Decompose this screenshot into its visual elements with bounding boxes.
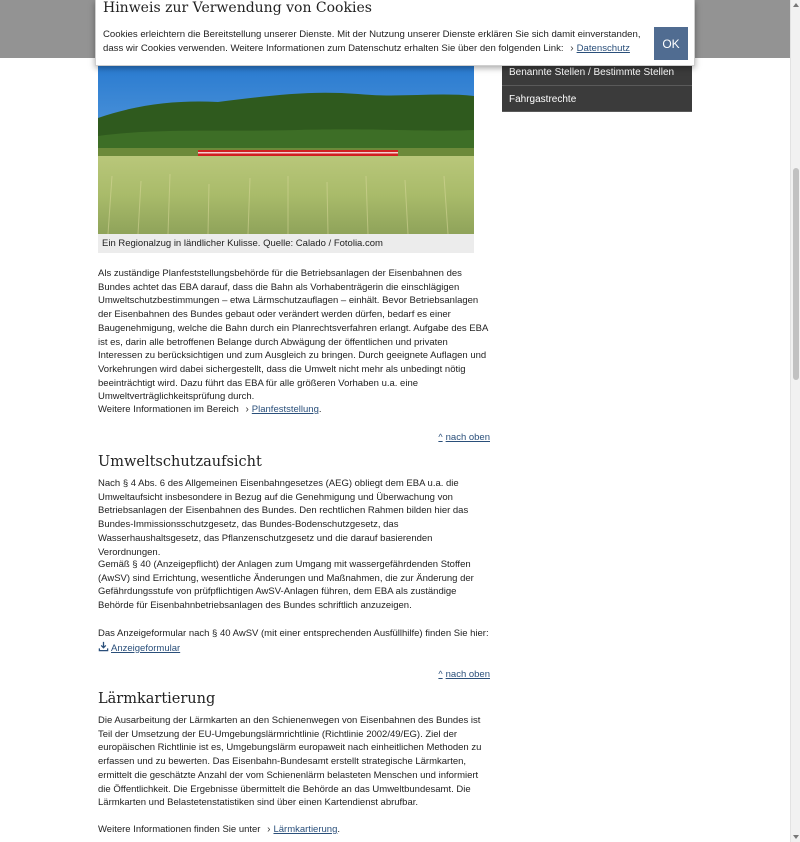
chevron-right-icon: › — [245, 404, 249, 415]
caret-up-icon: ^ — [438, 669, 443, 679]
landscape-illustration — [98, 66, 474, 234]
laermkartierung-link[interactable]: Lärmkartierung — [273, 824, 338, 835]
heading-laermkartierung: Lärmkartierung — [98, 691, 216, 707]
anzeigeformular-download-link[interactable] — [98, 643, 180, 654]
back-to-top-label: nach oben — [445, 669, 490, 680]
more-info-prefix: Weitere Informationen finden Sie unter — [98, 824, 261, 835]
cookie-banner-title: Hinweis zur Verwendung von Cookies — [103, 0, 372, 16]
chevron-right-icon: › — [570, 43, 574, 54]
more-info-suffix: . — [318, 404, 322, 415]
sidenav-item-label: Fahrgastrechte — [509, 94, 577, 105]
hero-image-regional-train — [98, 66, 474, 234]
heading-umweltschutzaufsicht: Umweltschutzaufsicht — [98, 454, 262, 470]
side-navigation — [502, 58, 692, 112]
back-to-top-link[interactable] — [438, 669, 490, 680]
cookie-banner-message: Cookies erleichtern die Bereitstellung unserer Dienste. Mit der Nutzung unserer Dienste erklären Sie sich damit einverstanden, dass wir Cookies verwenden. Weitere Informationen zum Datenschutz erhalten Sie über den folgenden Link: — [103, 29, 641, 54]
planfeststellung-link[interactable]: Planfeststellung — [251, 404, 319, 415]
back-to-top-link[interactable] — [438, 432, 490, 443]
intro-more-info — [98, 403, 490, 417]
cookie-accept-button[interactable]: OK — [654, 27, 688, 60]
umwelt-paragraph-3: Das Anzeigeformular nach § 40 AwSV (mit einer entsprechenden Ausfüllhilfe) finden Sie hier: — [98, 628, 489, 639]
umwelt-paragraph-1-block — [98, 477, 490, 559]
more-info-prefix: Weitere Informationen im Bereich — [98, 404, 239, 415]
laerm-paragraph-1: Die Ausarbeitung der Lärmkarten an den Schienenwegen von Eisenbahnen des Bundes ist Teil der Umsetzung der EU-Umgebungslärmrichtlinie (Richtlinie 2002/49/EG). Ziel der europäischen Richtlinie ist es, Umgebungslärm europaweit nach einheitlichen Methoden zu erfassen und zu bewerten. Das Eisenbahn-Bundesamt erstellt strategische Lärmkarten, ermittelt die geschätzte Anzahl der vom Schienenlärm belasteten Menschen und informiert die Öffentlichkeit. Die Ergebnisse übermittelt die Behörde an das Umweltbundesamt. Die Lärmkarten und Belastetenstatistiken sind über einen Kartendienst abrufbar. — [98, 715, 482, 809]
download-icon — [98, 641, 109, 652]
more-info-suffix: . — [337, 824, 340, 835]
scroll-down-arrow-icon[interactable] — [793, 835, 799, 839]
intro-paragraph: Als zuständige Planfeststellungsbehörde für die Betriebsanlagen der Eisenbahnen des Bundes achtet das EBA darauf, dass die Bahn als Vorhabenträgerin die einschlägigen Umweltschutzbestimmungen – etwa Lärmschutzauflagen – einhält. Bevor Betriebsanlagen der Eisenbahnen des Bundes gebaut oder verändert werden dürfen, bedarf es einer Baugenehmigung, welche die Bahn durch ein Planrechtsverfahren erlangt. Aufgabe des EBA ist es, darin alle betroffenen Belange durch Abwägung der öffentlichen und privaten Interessen zu berücksichtigen und zum Ausgleich zu bringen. Durch geeignete Auflagen und Vorkehrungen wird dabei sichergestellt, dass die Umwelt nicht mehr als unbedingt nötig beeinträchtigt wird. Dazu führt das EBA für alle größeren Vorhaben u.a. eine Umweltverträglichkeitsprüfung durch. — [98, 268, 488, 403]
umwelt-paragraph-2: Gemäß § 40 (Anzeigepflicht) der Anlagen zum Umgang mit wassergefährdenden Stoffen (AwSV) sind Errichtung, wesentliche Änderungen und Maßnahmen, die zur Änderung der Gefährdungsstufe von prüfpflichtigen AwSV-Anlagen führen, dem EBA als zuständige Behörde für Eisenbahnbetriebsanlagen des Bundes schriftlich anzuzeigen. — [98, 559, 474, 612]
umwelt-paragraph-2-block — [98, 558, 490, 613]
sidenav-item-fahrgastrechte[interactable] — [502, 86, 692, 112]
download-label: Anzeigeformular — [111, 642, 181, 654]
caret-up-icon: ^ — [438, 432, 443, 442]
privacy-link[interactable]: Datenschutz — [576, 43, 630, 54]
laerm-more-info — [98, 823, 490, 837]
back-to-top-label: nach oben — [445, 432, 490, 443]
image-caption: Ein Regionalzug in ländlicher Kulisse. Quelle: Calado / Fotolia.com — [98, 234, 474, 253]
chevron-right-icon: › — [267, 824, 271, 835]
intro-section — [98, 267, 490, 404]
umwelt-paragraph-1: Nach § 4 Abs. 6 des Allgemeinen Eisenbahngesetzes (AEG) obliegt dem EBA u.a. die Umweltaufsicht insbesondere in Bezug auf die Genehmigung und Überwachung von Betriebsanlagen der Eisenbahnen des Bundes. Den rechtlichen Rahmen bilden hier das Bundes-Immissionsschutzgesetz, das Bundes-Bodenschutzgesetz, das Wasserhaushaltsgesetz, das Pflanzenschutzgesetz und die darauf basierenden Verordnungen. — [98, 478, 469, 558]
laerm-paragraph-block — [98, 714, 490, 810]
umwelt-paragraph-3-block — [98, 627, 490, 655]
sidenav-item-label: Benannte Stellen / Bestimmte Stellen — [509, 67, 675, 78]
scrollbar-thumb[interactable] — [793, 168, 799, 380]
page-scrollbar[interactable] — [790, 0, 800, 842]
scroll-up-arrow-icon[interactable] — [793, 3, 799, 7]
cookie-banner — [95, 0, 695, 66]
cookie-banner-text — [103, 28, 653, 56]
